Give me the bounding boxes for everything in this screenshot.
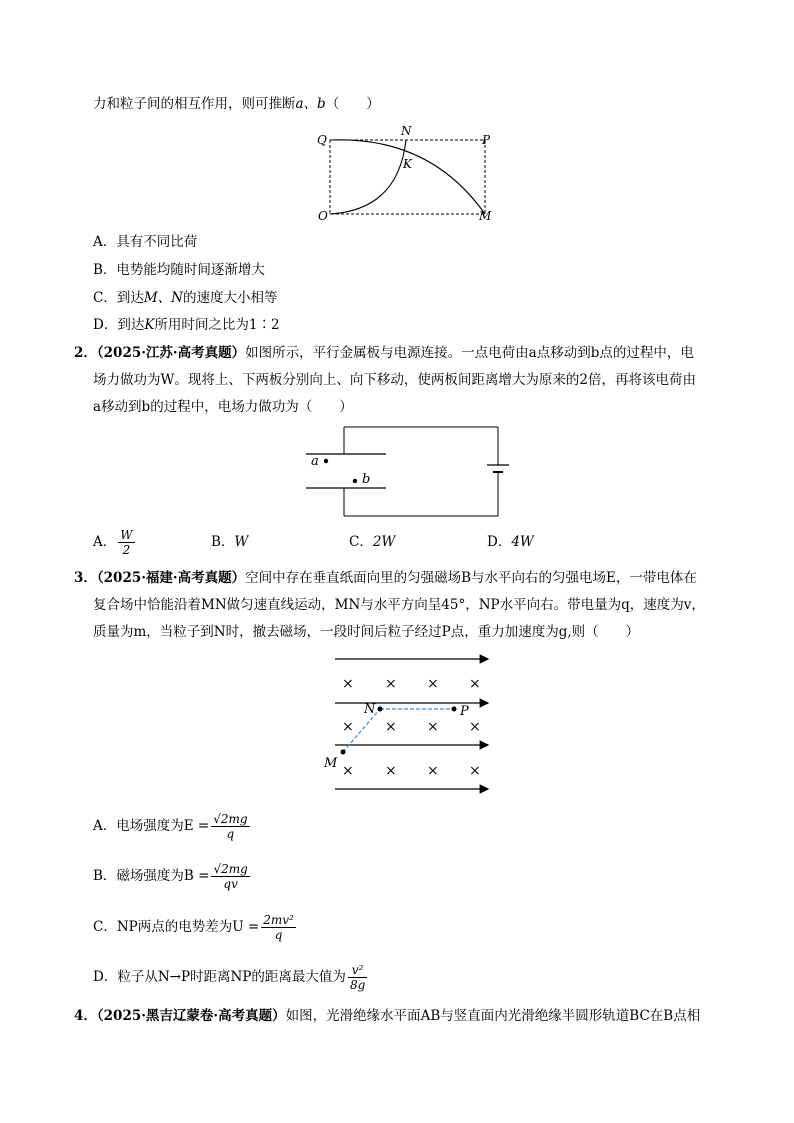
point-n <box>378 707 383 712</box>
cross-mark: × <box>385 719 397 735</box>
cross-mark: × <box>342 763 354 779</box>
option-letter: A． <box>93 234 117 250</box>
option-letter: B． <box>93 262 117 278</box>
q3-option-b[interactable] <box>93 858 252 894</box>
question-source: （2025·黑吉辽蒙卷·高考真题） <box>96 1008 286 1024</box>
option-text: 到达 <box>116 290 144 306</box>
cross-mark: × <box>427 676 439 692</box>
q2-stem-line2: 场力做功为W。现将上、下两板分别向上、向下移动，使两板间距离增大为原来的2倍，再将该电荷由 <box>93 372 696 388</box>
label-p: P <box>482 133 491 147</box>
option-letter: C． <box>349 534 373 550</box>
fraction <box>211 812 249 841</box>
q1-stem-tail <box>93 94 380 114</box>
option-text: 电势能均随时间逐渐增大 <box>116 262 265 278</box>
q3-option-d[interactable] <box>93 959 369 995</box>
fraction-numerator: W <box>120 528 133 542</box>
cross-mark: × <box>427 763 439 779</box>
q4-stem-line1 <box>74 1006 700 1026</box>
fraction-numerator: √2mg <box>213 862 248 876</box>
label-n: N <box>401 124 412 138</box>
question-number: 4． <box>74 1008 97 1024</box>
magnetic-field-crosses <box>342 676 481 779</box>
q1-option-b[interactable] <box>93 260 265 280</box>
option-letter: C． <box>93 290 117 306</box>
q1-option-c[interactable] <box>93 288 277 308</box>
q2-option-a[interactable] <box>93 528 137 557</box>
label-q: Q <box>317 133 327 147</box>
cross-mark: × <box>385 763 397 779</box>
q2-option-b[interactable] <box>211 532 248 552</box>
option-letter: C． <box>93 919 117 935</box>
q3-option-c[interactable] <box>93 909 298 945</box>
option-text: 2W <box>372 534 396 550</box>
fraction <box>348 963 367 992</box>
cross-mark: × <box>469 719 481 735</box>
q3-stem-line2: 复合场中恰能沿着MN做匀速直线运动，MN与水平方向呈45°，NP水平向右。带电量为q，速度为v， <box>93 597 705 613</box>
q2-stem-line3: a移动到b的过程中，电场力做功为（ ） <box>93 399 353 415</box>
cross-mark: × <box>385 676 397 692</box>
fraction <box>261 913 296 942</box>
cross-mark: × <box>427 719 439 735</box>
q1-option-a[interactable] <box>93 232 197 252</box>
fraction-numerator: v² <box>348 963 367 978</box>
point-m <box>341 750 346 755</box>
option-text: 4W <box>511 534 534 550</box>
q1-option-d[interactable] <box>93 315 280 335</box>
q1-answer-blank: （ ） <box>325 96 380 112</box>
figure-composite-field <box>320 648 500 798</box>
option-letter: D． <box>93 969 118 985</box>
option-text: 到达 <box>117 317 145 333</box>
option-text: 粒子从N→P时距离NP的距离最大值为 <box>117 969 346 985</box>
fraction-denominator: qv <box>223 877 238 891</box>
option-letter: A． <box>93 534 117 550</box>
option-text: 磁场强度为B = <box>116 868 210 884</box>
option-letter: D． <box>487 534 512 550</box>
q1-stem-vars: a、b <box>295 96 326 112</box>
cross-mark: × <box>469 676 481 692</box>
point-b <box>353 479 357 483</box>
question-source: （2025·江苏·高考真题） <box>96 345 246 361</box>
fraction-denominator: q <box>274 928 283 942</box>
label-k: K <box>403 157 412 171</box>
label-m: M <box>479 209 492 223</box>
fraction-denominator: 2 <box>122 543 131 557</box>
q2-stem-line1 <box>74 343 694 363</box>
cross-mark: × <box>342 719 354 735</box>
label-n: N <box>364 702 376 717</box>
option-text: 电场强度为E = <box>116 818 210 834</box>
option-letter: D． <box>93 317 118 333</box>
fraction-numerator: 2mv² <box>263 913 294 927</box>
label-p: P <box>460 704 469 719</box>
option-text: 具有不同比荷 <box>116 234 198 250</box>
q3-option-a[interactable] <box>93 808 252 844</box>
point-p <box>452 707 457 712</box>
fraction-numerator: √2mg <box>213 812 248 826</box>
q3-stem-line3: 质量为m，当粒子到N时，撤去磁场，一段时间后粒子经过P点，重力加速度为g,则（ ） <box>93 624 640 640</box>
cross-mark: × <box>469 763 481 779</box>
label-m: M <box>324 756 338 771</box>
q3-stem-line1 <box>74 568 697 588</box>
q4-text: 如图，光滑绝缘水平面AB与竖直面内光滑绝缘半圆形轨道BC在B点相 <box>285 1008 701 1024</box>
option-letter: B． <box>211 534 235 550</box>
label-o: O <box>318 209 328 223</box>
q3-text: 空间中存在垂直纸面向里的匀强磁场B与水平向右的匀强电场E，一带电体在 <box>245 570 697 586</box>
option-vars: M、N <box>143 290 183 306</box>
label-b: b <box>362 472 371 487</box>
option-text: 所用时间之比为 <box>154 317 249 333</box>
label-a: a <box>311 454 319 469</box>
question-number: 3． <box>74 570 97 586</box>
cross-mark: × <box>342 676 354 692</box>
fraction-denominator: 8g <box>349 978 366 992</box>
q2-option-c[interactable] <box>349 532 395 552</box>
option-letter: B． <box>93 868 117 884</box>
option-text: 的速度大小相等 <box>182 290 278 306</box>
fraction <box>211 862 249 891</box>
figure-trajectories <box>310 124 500 224</box>
trajectory-q-to-m <box>330 140 485 214</box>
figure-capacitor-circuit <box>300 420 510 522</box>
point-a <box>324 459 328 463</box>
q2-option-d[interactable] <box>487 532 534 552</box>
fraction-denominator: q <box>226 827 235 841</box>
option-text: W <box>234 534 249 550</box>
fraction <box>118 528 134 557</box>
option-vars: K <box>144 317 155 333</box>
question-number: 2． <box>74 345 97 361</box>
trajectory-o-to-n <box>330 140 406 214</box>
q1-stem-text: 力和粒子间的相互作用，则可推断 <box>93 96 296 112</box>
option-letter: A． <box>93 818 117 834</box>
q2-text: 如图所示，平行金属板与电源连接。一点电荷由a点移动到b点的过程中，电 <box>245 345 694 361</box>
option-text: NP两点的电势差为U = <box>116 919 260 935</box>
option-ratio: 1∶2 <box>248 317 280 333</box>
question-source: （2025·福建·高考真题） <box>96 570 246 586</box>
